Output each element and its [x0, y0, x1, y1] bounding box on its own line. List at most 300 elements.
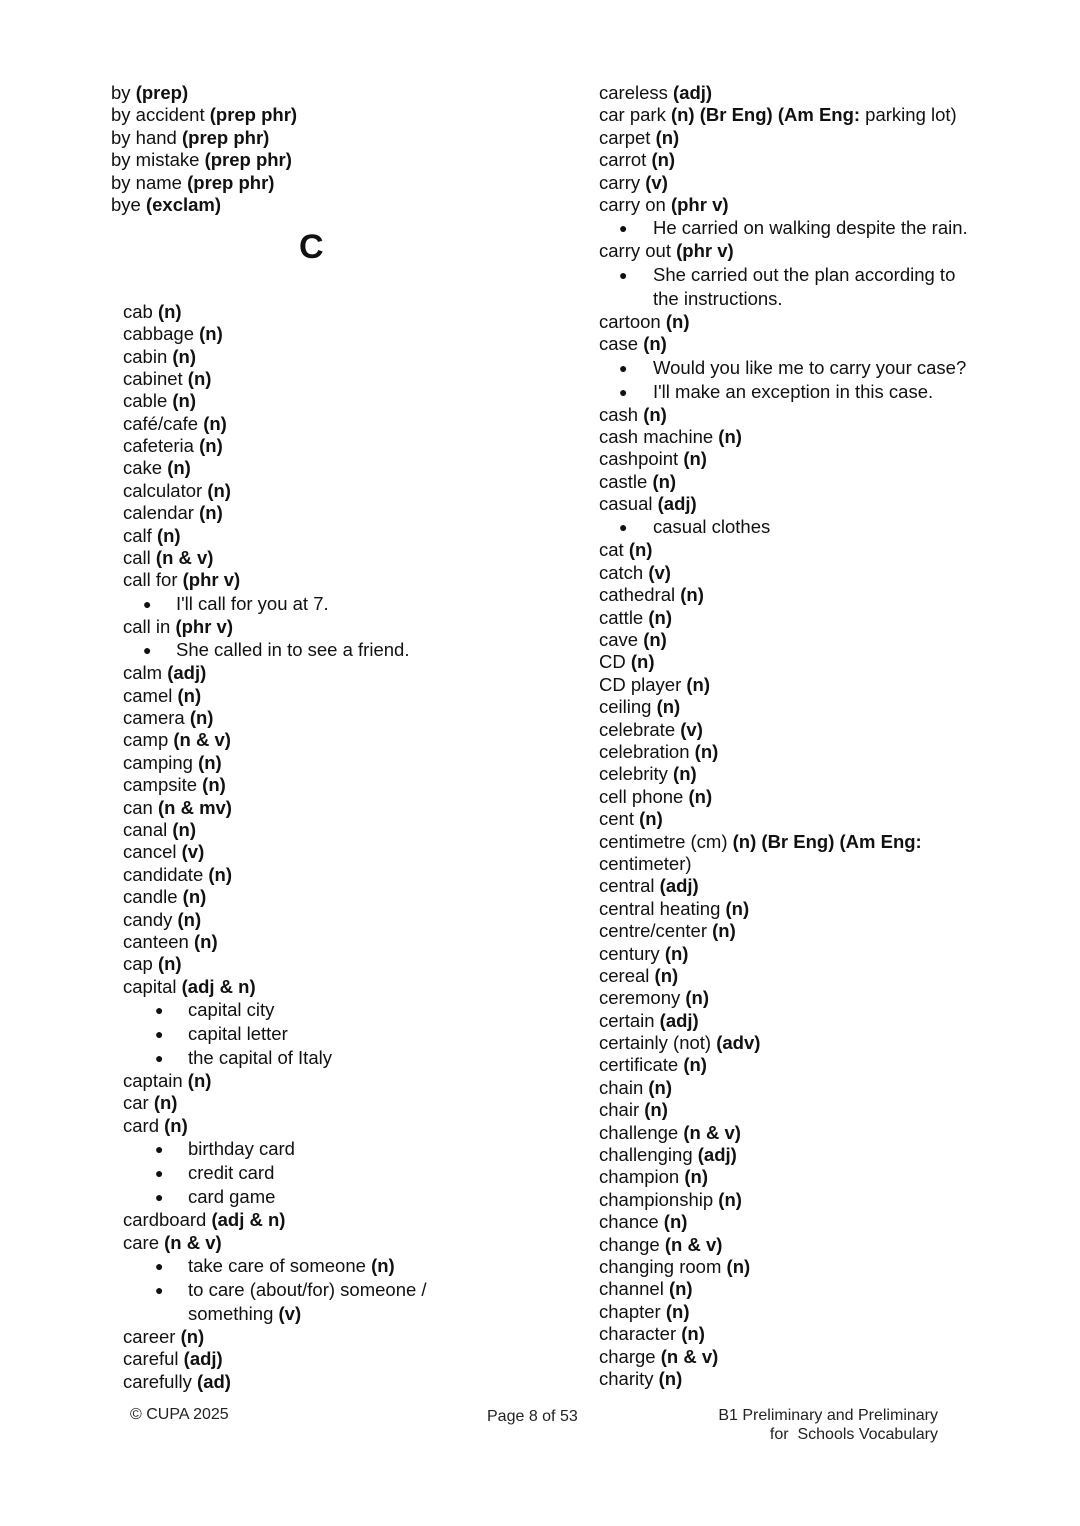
bullet-icon: ● [619, 359, 628, 376]
example-text: He carried on walking despite the rain. [653, 217, 968, 239]
vocab-entry [599, 1368, 1039, 1390]
entry-word: calf [123, 524, 152, 546]
entry-part-of-speech: (v) [648, 561, 671, 583]
vocab-entry [599, 674, 1039, 696]
vocab-entry [599, 82, 1039, 104]
example-bullet [599, 356, 1039, 380]
vocab-entry [111, 301, 551, 323]
vocab-entry [599, 1346, 1039, 1368]
entry-part-of-speech: (exclam) [145, 193, 222, 215]
vocab-entry [599, 741, 1039, 763]
vocab-entry [111, 104, 551, 126]
entry-word: cab [123, 300, 153, 322]
example-bullet [111, 1254, 551, 1278]
entry-part-of-speech: (n) [648, 606, 672, 628]
example-bullet [111, 1185, 551, 1209]
example-text: Would you like me to carry your case? [653, 356, 967, 378]
entry-part-of-speech: (n) [167, 457, 191, 479]
entry-part-of-speech: (n) [718, 425, 742, 447]
vocab-entry [111, 931, 551, 953]
vocab-entry [599, 1166, 1039, 1188]
entry-part-of-speech: (adj) [657, 493, 697, 515]
vocab-entry [111, 413, 551, 435]
entry-part-of-speech: (n) [198, 751, 222, 773]
entry-part-of-speech: (n) [172, 345, 196, 367]
entry-part-of-speech: (n) [685, 987, 709, 1009]
entry-part-of-speech: (n & v) [660, 1345, 719, 1367]
entry-part-of-speech: (n) [663, 1211, 688, 1233]
entry-part-of-speech: (n) [683, 448, 707, 470]
entry-part-of-speech: (adj) [697, 1144, 737, 1166]
entry-part-of-speech: (n & v) [173, 729, 231, 751]
entry-word: can [123, 796, 153, 818]
bullet-icon: ● [155, 1282, 164, 1299]
entry-word: centimeter) [599, 852, 692, 874]
vocab-entry [599, 149, 1039, 171]
entry-part-of-speech: (n) [665, 1300, 690, 1322]
vocab-entry [599, 1301, 1039, 1323]
entry-part-of-speech: (n) [153, 1092, 178, 1114]
entry-part-of-speech: (n) [187, 367, 212, 389]
entry-word: cable [123, 390, 168, 412]
entry-word: chance [599, 1211, 659, 1233]
vocab-entry [599, 311, 1039, 333]
entry-word: card [123, 1114, 159, 1136]
example-text: something [188, 1303, 274, 1325]
entry-word: centimetre (cm) [599, 830, 728, 852]
vocab-entry [599, 1189, 1039, 1211]
entry-part-of-speech: (n) [648, 1076, 672, 1098]
footer-document-title [690, 1406, 938, 1444]
entry-word: certificate [599, 1054, 679, 1076]
section-letter: C [299, 228, 324, 267]
entry-part-of-speech: (n) [673, 763, 697, 785]
vocab-entry [111, 172, 551, 194]
vocab-entry [599, 584, 1039, 606]
entry-word: campsite [123, 774, 198, 796]
entry-word: cartoon [599, 310, 661, 332]
entry-part-of-speech: (adj) [659, 875, 699, 897]
entry-word: ceremony [599, 987, 681, 1009]
entry-part-of-speech: (n) [203, 412, 227, 434]
entry-word: cafeteria [123, 435, 194, 457]
entry-word: camel [123, 684, 173, 706]
entry-part-of-speech: (prep) [135, 82, 189, 103]
example-text: credit card [188, 1162, 275, 1184]
bullet-icon: ● [619, 383, 628, 400]
example-bullet [599, 515, 1039, 539]
bullet-icon: ● [155, 1141, 164, 1158]
entry-word: calendar [123, 502, 194, 524]
vocab-entry [111, 82, 551, 104]
entry-part-of-speech: (n) [654, 964, 679, 986]
vocab-entry [111, 569, 551, 591]
entry-word: changing room [599, 1255, 722, 1277]
vocab-entry [111, 502, 551, 524]
footer-page-number: Page 8 of 53 [487, 1408, 578, 1425]
example-text: the instructions. [653, 287, 783, 309]
vocab-entry [111, 886, 551, 908]
vocab-entry [111, 435, 551, 457]
entry-word: cat [599, 539, 624, 561]
entry-part-of-speech: (phr v) [182, 569, 241, 591]
entry-part-of-speech: (n) [180, 1326, 205, 1348]
bullet-icon: ● [155, 1050, 164, 1067]
entry-part-of-speech: (n) [718, 1188, 742, 1210]
entry-word: candle [123, 886, 178, 908]
vocab-entry [599, 1077, 1039, 1099]
vocab-entry [599, 1211, 1039, 1233]
vocab-entry [599, 426, 1039, 448]
entry-part-of-speech: (n) [668, 1278, 693, 1300]
entry-word: candy [123, 908, 173, 930]
example-part-of-speech: (n) [371, 1255, 395, 1277]
example-part-of-speech: (v) [278, 1303, 302, 1325]
entry-word: calculator [123, 479, 203, 501]
entry-part-of-speech: (n) [182, 886, 207, 908]
vocab-entry [599, 104, 1039, 126]
entry-part-of-speech: (n) [683, 1054, 707, 1076]
example-bullet [111, 1046, 551, 1070]
entry-word: career [123, 1326, 176, 1348]
entry-part-of-speech: (n) [688, 785, 713, 807]
entry-part-of-speech: (n) [694, 740, 719, 762]
entry-part-of-speech: (n) [681, 1323, 705, 1345]
bullet-icon: ● [143, 642, 152, 659]
example-text: She carried out the plan according to [653, 263, 956, 285]
entry-part-of-speech: (n) [157, 300, 182, 322]
entry-part-of-speech: (n) [208, 863, 232, 885]
entry-word: calm [123, 662, 163, 684]
vocab-entry [599, 943, 1039, 965]
vocab-entry [111, 729, 551, 751]
vocab-entry [111, 1070, 551, 1092]
vocab-entry [599, 629, 1039, 651]
entry-word: central [599, 875, 655, 897]
entry-part-of-speech: (n) [156, 524, 181, 546]
vocab-entry [599, 471, 1039, 493]
entry-word: chain [599, 1076, 644, 1098]
bullet-icon: ● [619, 220, 628, 237]
example-bullet [111, 1022, 551, 1046]
entry-part-of-speech: (n) [686, 673, 711, 695]
entry-word: celebrate [599, 718, 676, 740]
entry-part-of-speech: (n) [177, 684, 202, 706]
vocab-entry [111, 953, 551, 975]
vocab-entry [599, 786, 1039, 808]
entry-word: carry out [599, 240, 671, 262]
vocab-entry [111, 976, 551, 998]
entry-part-of-speech: (n) [202, 774, 226, 796]
entry-word: catch [599, 561, 644, 583]
entry-part-of-speech: (n) [172, 818, 196, 840]
entry-word: call for [123, 569, 178, 591]
entry-part-of-speech: (prep phr) [204, 149, 292, 171]
example-text: capital city [188, 999, 275, 1021]
entry-word: camera [123, 706, 185, 728]
entry-part-of-speech: (n) [680, 584, 704, 606]
entry-word: by accident [111, 104, 205, 126]
entry-part-of-speech: (n) [187, 1070, 212, 1092]
bullet-icon: ● [143, 595, 152, 612]
entry-part-of-speech: (n) [639, 808, 663, 830]
entry-part-of-speech: (n) [644, 1099, 668, 1121]
entry-part-of-speech: (adj & n) [181, 975, 256, 997]
entry-word: celebration [599, 740, 690, 762]
vocab-entry [111, 1209, 551, 1231]
example-text: the capital of Italy [188, 1047, 332, 1069]
entry-word: castle [599, 470, 648, 492]
vocab-entry [599, 562, 1039, 584]
vocab-entry [599, 333, 1039, 355]
bullet-icon: ● [155, 1258, 164, 1275]
entry-word: care [123, 1231, 159, 1253]
entry-part-of-speech: (adj) [659, 1009, 699, 1031]
entry-word: camping [123, 751, 193, 773]
entry-note: parking lot) [860, 104, 957, 126]
entry-word: carrot [599, 149, 647, 171]
entry-word: canal [123, 818, 168, 840]
entry-word: character [599, 1323, 677, 1345]
entry-word: CD [599, 651, 626, 673]
entry-part-of-speech: (n) [189, 706, 214, 728]
vocab-entry [111, 127, 551, 149]
vocab-entry [599, 696, 1039, 718]
vocab-entry [599, 240, 1039, 262]
example-continuation [599, 287, 1039, 311]
vocab-entry [599, 1010, 1039, 1032]
vocab-entry [111, 774, 551, 796]
entry-part-of-speech: (n) [157, 953, 182, 975]
entry-part-of-speech: (n) [651, 149, 676, 171]
vocab-entry [111, 1348, 551, 1370]
entry-part-of-speech: (prep phr) [181, 126, 270, 148]
vocab-entry [599, 404, 1039, 426]
entry-word: captain [123, 1070, 183, 1092]
entry-word: CD player [599, 673, 682, 695]
entry-word: careful [123, 1348, 179, 1370]
entry-part-of-speech: (n) [177, 908, 202, 930]
example-bullet [111, 638, 551, 662]
entry-word: cabbage [123, 323, 194, 345]
vocab-entry [111, 707, 551, 729]
entry-part-of-speech: (prep phr) [187, 171, 275, 193]
entry-part-of-speech: (n) [656, 696, 681, 718]
entry-word: casual [599, 493, 653, 515]
vocab-entry [599, 1099, 1039, 1121]
footer-title-line-1: B1 Preliminary and Preliminary [718, 1407, 938, 1424]
bullet-icon: ● [619, 266, 628, 283]
entry-word: chapter [599, 1300, 661, 1322]
example-text: She called in to see a friend. [176, 639, 410, 661]
example-text: casual clothes [653, 516, 771, 538]
entry-part-of-speech: (n) [665, 310, 690, 332]
entry-word: cathedral [599, 584, 676, 606]
entry-word: cattle [599, 606, 644, 628]
entry-word: cap [123, 953, 153, 975]
entry-word: careless [599, 82, 668, 103]
entry-part-of-speech: (n) [726, 1255, 751, 1277]
vocab-entry [111, 841, 551, 863]
entry-part-of-speech: (v) [645, 171, 668, 193]
example-bullet [111, 1278, 551, 1302]
vocab-entry [111, 390, 551, 412]
entry-word: change [599, 1233, 660, 1255]
entry-word: central heating [599, 897, 721, 919]
vocab-entry [111, 1092, 551, 1114]
vocab-entry [111, 1371, 551, 1393]
vocab-entry [599, 1323, 1039, 1345]
entry-part-of-speech: (n) [658, 1367, 683, 1389]
entry-part-of-speech: (n) [664, 942, 689, 964]
entry-word: channel [599, 1278, 664, 1300]
vocab-entry [111, 457, 551, 479]
entry-word: charge [599, 1345, 656, 1367]
entry-part-of-speech: (n) [655, 126, 680, 148]
entry-part-of-speech: (prep phr) [209, 104, 298, 126]
vocab-entry [599, 719, 1039, 741]
vocab-entry [599, 493, 1039, 515]
entry-part-of-speech: (n) [199, 435, 223, 457]
entry-word: cabin [123, 345, 168, 367]
entry-part-of-speech: (n) [643, 403, 667, 425]
vocab-entry [111, 819, 551, 841]
right-column [599, 82, 1039, 1390]
example-text: take care of someone [188, 1255, 366, 1277]
vocab-entry [111, 368, 551, 390]
entry-word: canteen [123, 930, 189, 952]
vocab-entry [599, 127, 1039, 149]
entry-part-of-speech: (n) [712, 920, 736, 942]
vocab-entry [111, 346, 551, 368]
entry-word: candidate [123, 863, 204, 885]
vocab-entry [111, 752, 551, 774]
entry-word: call [123, 547, 151, 569]
entry-word: carpet [599, 126, 651, 148]
vocab-entry [599, 1144, 1039, 1166]
vocab-entry [599, 1256, 1039, 1278]
vocab-entry [111, 149, 551, 171]
vocab-entry [111, 525, 551, 547]
entry-part-of-speech: (n & v) [683, 1121, 741, 1143]
entry-word: by mistake [111, 149, 200, 171]
entry-part-of-speech: (phr v) [670, 193, 729, 215]
vocab-entry [599, 539, 1039, 561]
vocab-entry [111, 480, 551, 502]
example-bullet [111, 1161, 551, 1185]
entry-part-of-speech: (adj & n) [211, 1209, 286, 1231]
example-bullet [111, 592, 551, 616]
entry-word: cabinet [123, 367, 183, 389]
footer-title-line-2: for Schools Vocabulary [769, 1426, 938, 1443]
vocab-entry [599, 853, 1039, 875]
entry-word: café/cafe [123, 412, 199, 434]
entry-word: by name [111, 171, 182, 193]
entry-word: charity [599, 1367, 654, 1389]
entry-word: carry on [599, 193, 666, 215]
vocab-entry [599, 920, 1039, 942]
vocab-entry [599, 607, 1039, 629]
entry-word: carefully [123, 1370, 192, 1392]
vocab-entry [599, 448, 1039, 470]
example-bullet [599, 380, 1039, 404]
entry-word: cashpoint [599, 448, 679, 470]
vocab-entry [111, 1115, 551, 1137]
spacer [111, 278, 551, 300]
entry-part-of-speech: (ad) [197, 1370, 231, 1392]
vocab-entry [111, 547, 551, 569]
entry-word: celebrity [599, 763, 668, 785]
entry-part-of-speech: (n) [725, 897, 750, 919]
example-text: card game [188, 1186, 276, 1208]
example-text: capital letter [188, 1023, 288, 1045]
entry-part-of-speech: (n & v) [164, 1231, 222, 1253]
entry-part-of-speech: (adj) [183, 1348, 223, 1370]
entry-part-of-speech: (n & mv) [157, 796, 232, 818]
bullet-icon: ● [155, 1165, 164, 1182]
vocab-entry [111, 864, 551, 886]
vocab-entry [599, 808, 1039, 830]
example-bullet [111, 1137, 551, 1161]
example-text: birthday card [188, 1138, 295, 1160]
bullet-icon: ● [155, 1002, 164, 1019]
example-text: I'll call for you at 7. [176, 592, 329, 614]
entry-word: cash machine [599, 425, 714, 447]
entry-word: challenging [599, 1144, 693, 1166]
vocab-entry [111, 194, 551, 216]
entry-part-of-speech: (n) [652, 470, 677, 492]
entry-word: by [111, 82, 131, 103]
entry-word: ceiling [599, 696, 652, 718]
entry-part-of-speech: (n) (Br Eng) (Am Eng: [732, 830, 922, 852]
vocab-entry [599, 875, 1039, 897]
example-bullet [599, 216, 1039, 240]
example-text: to care (about/for) someone / [188, 1279, 427, 1301]
entry-part-of-speech: (n) [199, 502, 223, 524]
entry-word: championship [599, 1188, 714, 1210]
entry-word: cell phone [599, 785, 684, 807]
entry-word: cash [599, 403, 639, 425]
entry-part-of-speech: (adj) [673, 82, 713, 103]
vocab-entry [111, 909, 551, 931]
entry-word: by hand [111, 126, 177, 148]
entry-word: bye [111, 193, 141, 215]
entry-word: chair [599, 1099, 640, 1121]
vocab-entry [599, 194, 1039, 216]
entry-word: century [599, 942, 660, 964]
entry-word: call in [123, 615, 171, 637]
vocab-entry [111, 685, 551, 707]
vocab-entry [599, 1054, 1039, 1076]
entry-part-of-speech: (v) [680, 718, 703, 740]
entry-word: capital [123, 975, 177, 997]
entry-part-of-speech: (phr v) [676, 240, 734, 262]
vocab-entry [111, 797, 551, 819]
vocab-entry [599, 898, 1039, 920]
entry-part-of-speech: (phr v) [175, 615, 234, 637]
entry-part-of-speech: (n) [193, 930, 218, 952]
vocab-entry [111, 1232, 551, 1254]
vocab-entry [599, 1234, 1039, 1256]
entry-word: certain [599, 1009, 655, 1031]
vocab-entry [111, 662, 551, 684]
bullet-icon: ● [619, 519, 628, 536]
entry-part-of-speech: (n) [643, 629, 667, 651]
entry-word: champion [599, 1166, 680, 1188]
entry-word: centre/center [599, 920, 707, 942]
vocab-entry [111, 323, 551, 345]
vocab-entry [599, 1032, 1039, 1054]
